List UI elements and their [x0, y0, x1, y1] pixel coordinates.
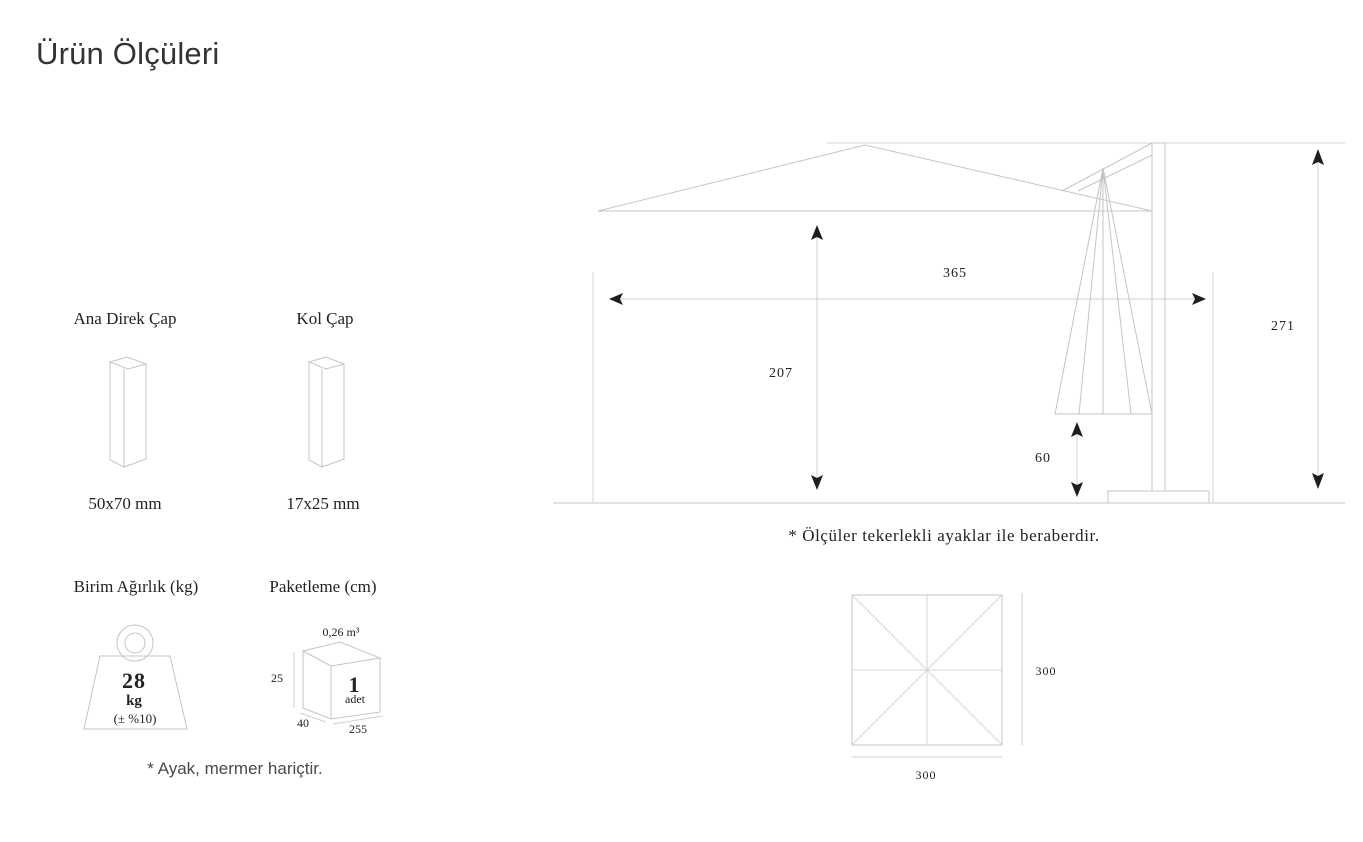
package-count: 1 — [348, 672, 360, 697]
packaging-label: Paketleme (cm) — [269, 577, 377, 596]
package-box-icon — [294, 642, 383, 724]
weight-label: Birim Ağırlık (kg) — [73, 577, 199, 596]
side-view-note: * Ölçüler tekerlekli ayaklar ile beraberdir. — [788, 526, 1100, 545]
span-value: 365 — [943, 266, 967, 281]
weight-value: 28 — [122, 668, 146, 693]
package-volume: 0,26 m³ — [322, 625, 360, 639]
arm-value: 17x25 mm — [286, 494, 360, 513]
main-pole-profile-icon — [110, 357, 146, 467]
main-pole-value: 50x70 mm — [88, 494, 162, 513]
main-pole-label: Ana Direk Çap — [73, 309, 177, 328]
height-value: 271 — [1271, 319, 1295, 334]
package-count-unit: adet — [345, 692, 365, 706]
umbrella-side-view — [553, 143, 1345, 503]
span-dimension-line — [609, 293, 1206, 305]
clearance-dimension-line — [811, 225, 823, 490]
top-view-depth: 300 — [1035, 664, 1057, 678]
arm-label: Kol Çap — [296, 309, 354, 328]
clearance-value: 207 — [769, 366, 793, 381]
height-dimension-line — [1312, 149, 1324, 489]
closed-clearance-value: 60 — [1035, 451, 1051, 466]
arm-profile-icon — [309, 357, 344, 467]
page-title: Ürün Ölçüleri — [36, 36, 220, 71]
package-depth: 40 — [297, 716, 309, 730]
top-view-width: 300 — [915, 768, 937, 782]
package-width: 255 — [349, 722, 367, 736]
weight-unit: kg — [126, 693, 142, 709]
package-height: 25 — [271, 671, 283, 685]
weight-note: * Ayak, mermer hariçtir. — [147, 759, 323, 778]
weight-tolerance: (± %10) — [113, 711, 157, 726]
closed-clearance-dimension-line — [1071, 422, 1083, 497]
umbrella-top-view — [852, 593, 1022, 757]
